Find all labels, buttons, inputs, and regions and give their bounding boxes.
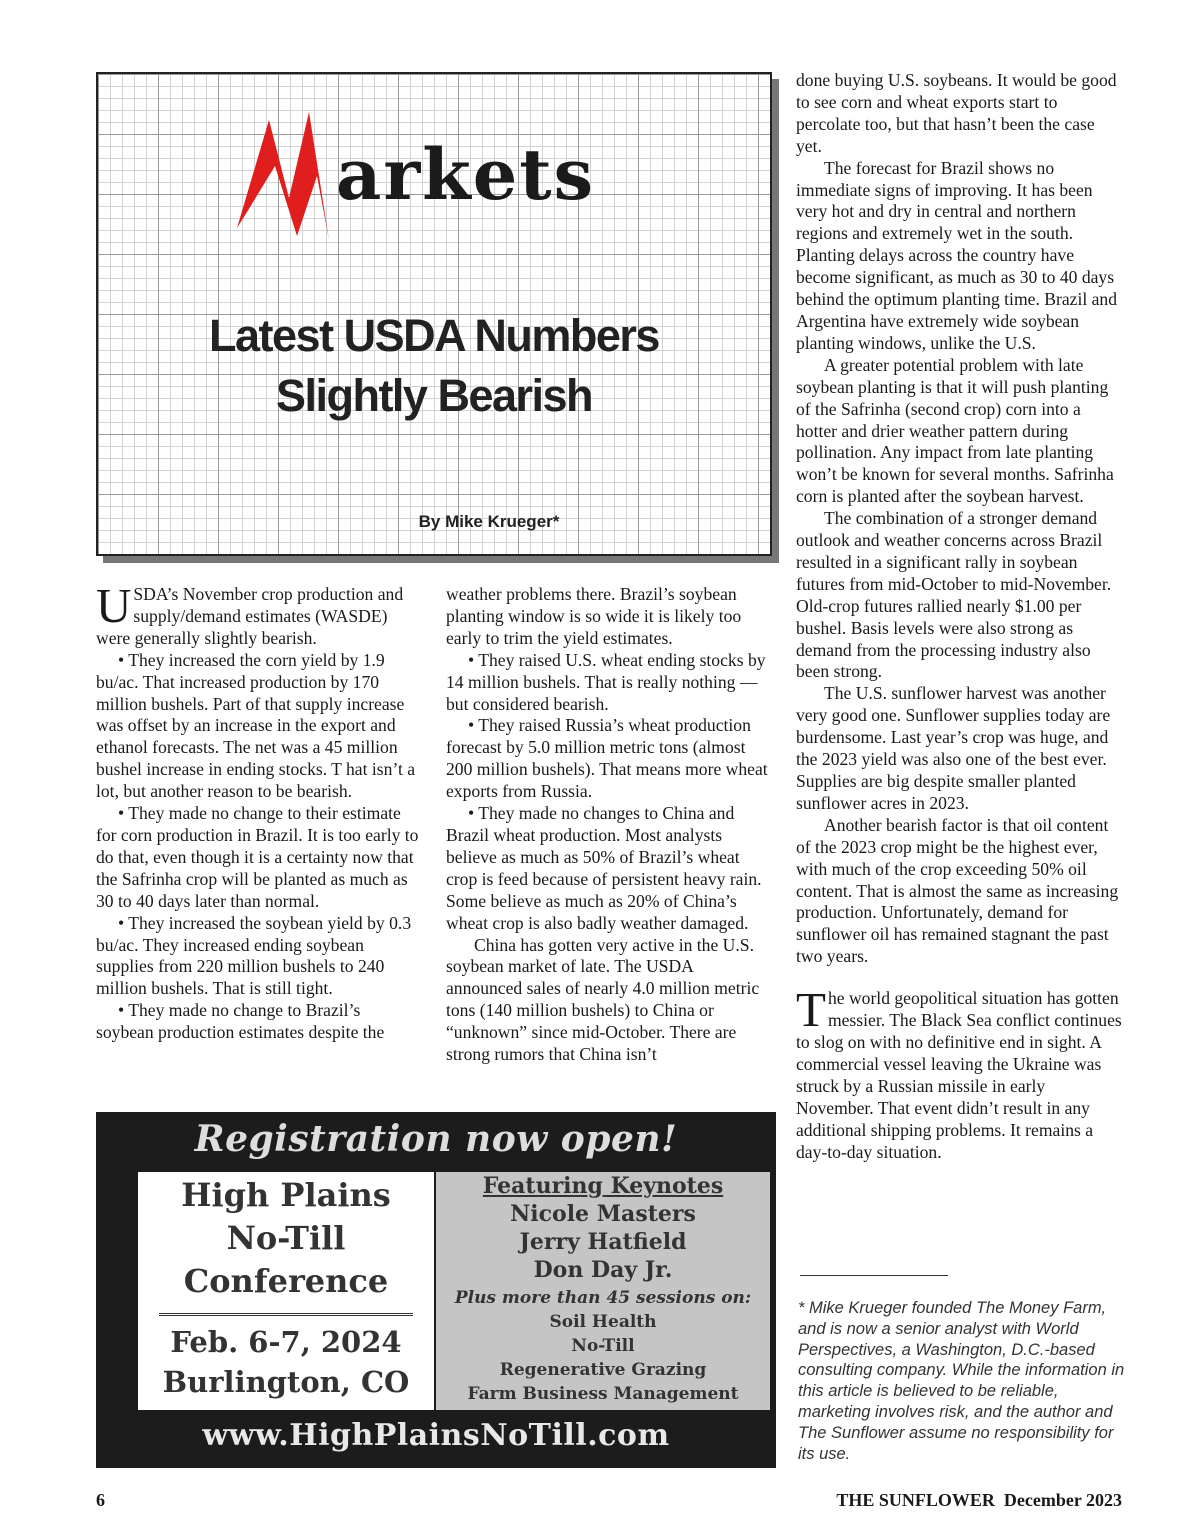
ad-conference-info — [138, 1172, 434, 1410]
keynote-speaker: Jerry Hatfield — [519, 1229, 687, 1255]
paragraph: China has gotten very active in the U.S. soybean market of late. The USDA announced sales of nearly 4.0 million metric tons (140 million bushels) to China or “unknown” since mid-October. There are strong rumors that China isn’t — [446, 934, 760, 1065]
bullet-paragraph: • They increased the corn yield by 1.9 bu/ac. That increased production by 170 million bushels. Part of that supply increase was offset by an increase in the export and ethanol forecasts. The net was a 45 million bushel increase in ending stocks. T hat isn’t a lot, but another reason to be bearish. — [96, 649, 416, 802]
conference-advertisement — [96, 1112, 776, 1468]
conference-date: Feb. 6-7, 2024 — [170, 1325, 402, 1359]
paragraph: The combination of a stronger demand outlook and weather concerns across Brazil resulted in a significant rally in soybean futures from mid-October to mid-November. Old-crop futures rallied nearly $1.00 per bushel. Basis levels were also strong as demand from the processing industry also been strong. — [796, 508, 1112, 682]
keynote-speaker: Don Day Jr. — [533, 1257, 673, 1283]
headline — [98, 306, 770, 426]
drop-cap: T — [796, 982, 826, 1038]
bullet-paragraph: • They made no change to their estimate for corn production in Brazil. It is too early to do that, even though it is a certainty now that the Safrinha crop will be planted as much as 30 to 40 days later than normal. — [96, 803, 419, 911]
sessions-heading: Plus more than 45 sessions on: — [454, 1288, 752, 1308]
paragraph: The forecast for Brazil shows no immediate signs of improving. It has been very hot and dry in central and northern regions and extremely wet in the south. Planting delays across the country have become significant, as much as 30 to 40 days behind the optimum planting time. Brazil and Argentina have extremely wide soybean planting windows, unlike the U.S. — [796, 157, 1118, 353]
publication-info: THE SUNFLOWER December 2023 — [836, 1490, 1122, 1510]
byline: By Mike Krueger* — [418, 512, 560, 531]
ad-keynotes-panel — [436, 1172, 770, 1410]
conference-location: Burlington, CO — [162, 1365, 410, 1399]
page-number: 6 — [96, 1490, 105, 1510]
drop-cap: U — [96, 578, 132, 633]
bullet-paragraph: • They raised U.S. wheat ending stocks by 14 million bushels. That is really nothing — but considered bearish. — [446, 649, 766, 714]
session-topic: Soil Health — [549, 1312, 657, 1332]
column-2 — [446, 584, 772, 1066]
article-header-box — [96, 72, 772, 556]
ad-banner: Registration now open! — [194, 1118, 678, 1160]
headline-line-1: Latest USDA Numbers — [209, 310, 659, 361]
ad-website-link[interactable]: www.HighPlainsNoTill.com — [202, 1418, 670, 1453]
bullet-paragraph: • They made no changes to China and Brazil wheat production. Most analysts believe as much as 50% of Brazil’s wheat crop is feed because of persistent heavy rain. Some believe as much as 20% of China’s wheat crop is also badly weather damaged. — [446, 803, 762, 933]
paragraph: A greater potential problem with late soybean planting is that it will push planting of the Safrinha (second crop) corn into a hotter and drier weather pattern during pollination. Any impact from late planting won’t be known for several months. Safrinha corn is planted after the soybean harvest. — [796, 354, 1114, 507]
paragraph: The world geopolitical situation has gotten messier. The Black Sea conflict continues to slog on with no definitive end in sight. A commercial vessel leaving the Ukraine was struck by a Russian missile in early November. That event didn’t result in any additional shipping problems. It remains a day-to-day situation. — [796, 982, 1122, 1162]
keynotes-heading: Featuring Keynotes — [482, 1173, 724, 1199]
session-topic: Regenerative Grazing — [499, 1360, 707, 1380]
paragraph: The U.S. sunflower harvest was another very good one. Sunflower supplies today are burdensome. Last year’s crop was huge, and the 2023 yield was also one of the best ever. Supplies are big despite smaller planted sunflower acres in 2023. — [796, 683, 1111, 813]
bullet-paragraph: • They increased the soybean yield by 0.3 bu/ac. They increased ending soybean supplies from 220 million bushels to 240 million bushels. That is still tight. — [96, 912, 412, 999]
paragraph: weather problems there. Brazil’s soybean planting window is so wide it is likely too early to trim the yield estimates. — [446, 584, 742, 648]
paragraph: Another bearish factor is that oil content of the 2023 crop might be the highest ever, with much of the crop exceeding 50% oil content. That is almost the same as increasing production. Unfortunately, demand for sunflower oil has remained stagnant the past two years. — [796, 814, 1119, 967]
ad-divider — [159, 1313, 413, 1316]
headline-line-2: Slightly Bearish — [275, 370, 593, 421]
markets-m-logo-icon — [233, 94, 333, 244]
footnote-divider — [800, 1275, 948, 1276]
conference-name-line: Conference — [183, 1262, 389, 1300]
column-1 — [96, 578, 422, 1044]
paragraph: USDA’s November crop production and supply/demand estimates (WASDE) were generally slightly bearish. — [96, 578, 404, 648]
session-topic: Farm Business Management — [467, 1384, 739, 1404]
conference-name-line: High Plains — [181, 1176, 391, 1214]
column-3 — [796, 70, 1124, 1163]
bullet-paragraph: • They made no change to Brazil’s soybean production estimates despite the — [96, 1000, 385, 1043]
bullet-paragraph: • They raised Russia’s wheat production forecast by 5.0 million metric tons (almost 200 million bushels). That means more wheat exports from Russia. — [446, 715, 768, 802]
paragraph: done buying U.S. soybeans. It would be good to see corn and wheat exports start to percolate too, but that hasn’t been the case yet. — [796, 70, 1117, 156]
conference-name-line: No-Till — [226, 1219, 346, 1257]
keynote-speaker: Nicole Masters — [510, 1201, 696, 1227]
author-footnote: * Mike Krueger founded The Money Farm, and is now a senior analyst with World Perspectives, a Washington, D.C.-based consulting company. While the information in this article is believed to be reliable, marketing involves risk, and the author and The Sunflower assume no responsibility for its use. — [798, 1299, 1125, 1463]
section-title: arkets — [336, 133, 596, 216]
session-topic: No-Till — [571, 1336, 635, 1356]
